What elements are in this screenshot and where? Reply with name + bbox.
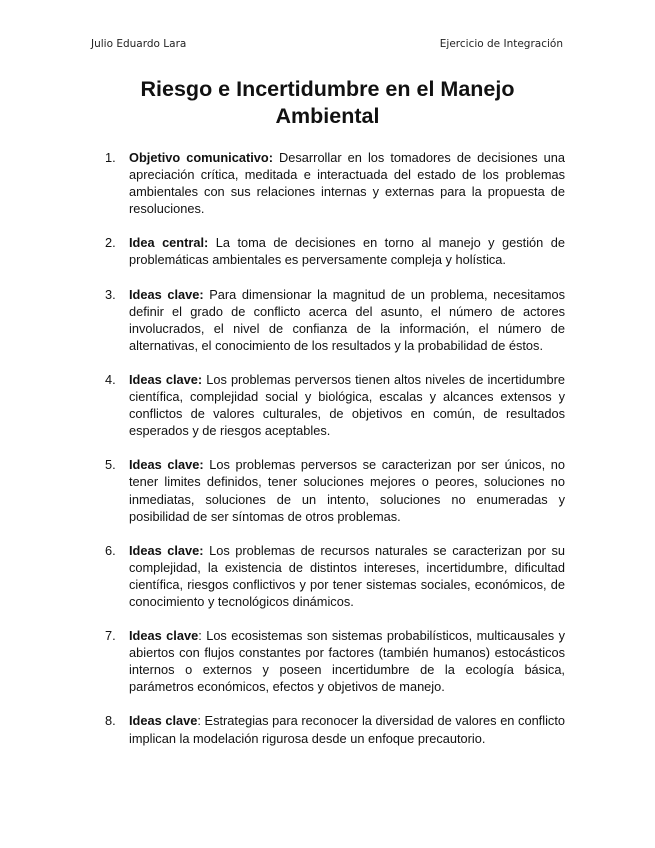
item-text [129,627,565,695]
item-number: 8. [105,713,116,729]
item-number: 1. [105,150,116,165]
item-number: 4. [105,371,116,387]
item-body: : Estrategias para reconocer la diversidad de valores en conflicto implican la modelación rigurosa desde un enfoque precautorio. [129,713,565,746]
item-number: 5. [105,457,116,473]
item-body: : Los ecosistemas son sistemas probabilísticos, multicausales y abiertos con flujos constantes por factores (también humanos) estocásticos internos o externos y poseen incertidumbre de la ecología básica, parámetros económicos, efectos y objetivos de manejo. [129,628,566,695]
item-term: Ideas clave: [129,371,203,387]
item-term: Ideas clave [129,628,199,644]
item-term: Ideas clave [129,713,198,729]
item-term: Ideas clave: [129,457,204,473]
list-item [105,149,565,217]
item-text [129,286,565,354]
item-text [129,149,565,217]
list-item [105,712,565,746]
item-number: 7. [105,628,116,644]
item-number: 6. [105,542,116,558]
item-body: Los problemas perversos se caracterizan por ser únicos, no tener limites definidos, tener soluciones mejores o peores, soluciones no inmediatas, soluciones de un intento, soluciones no enumeradas y posibilidad de ser síntomas de otros problemas. [129,457,565,524]
list-item [105,371,565,439]
item-body: Los problemas de recursos naturales se caracterizan por su complejidad, la existencia de distintos intereses, incertidumbre, dificultad científica, riesgos conflictivos y por tener sistemas sociales, económicos, de conocimiento y tecnológicos dinámicos. [129,542,565,609]
item-body: Desarrollar en los tomadores de decisiones una apreciación crítica, meditada e interactuada del estado de los problemas ambientales con sus relaciones internas y externas para la propuesta de resoluciones. [129,150,566,217]
document-title: Riesgo e Incertidumbre en el Manejo Ambiental [140,77,515,128]
item-number: 3. [105,286,116,302]
item-body: Los problemas perversos tienen altos niveles de incertidumbre científica, complejidad social y biológica, escalas y alcances extensos y conflictos de valores culturales, de objetivos en común, de resultados esperados y de riesgos aceptables. [129,371,565,439]
list-item [105,234,565,268]
item-text [129,712,565,746]
item-text [129,542,565,610]
list-item [105,542,565,610]
item-term: Ideas clave: [129,286,204,302]
item-text [129,456,565,524]
key-ideas-list [105,149,565,747]
item-text [129,234,565,268]
item-number: 2. [105,235,116,251]
item-term: Ideas clave: [129,542,204,558]
list-item [105,286,565,354]
item-term: Idea central: [129,235,209,251]
list-item [105,456,565,524]
item-body: Para dimensionar la magnitud de un problema, necesitamos definir el grado de conflicto acerca del asunto, el número de actores involucrados, el nivel de confianza de la información, el número de alternativas, el conocimiento de los resultados y la probabilidad de éstos. [129,286,565,353]
list-item [105,627,565,695]
header-doc-type: Ejercicio de Integración [439,38,563,50]
header-author: Julio Eduardo Lara [91,38,187,50]
item-term: Objetivo comunicativo: [129,150,273,165]
item-body: La toma de decisiones en torno al manejo y gestión de problemáticas ambientales es perversamente compleja y holística. [129,235,565,268]
item-text [129,371,565,439]
